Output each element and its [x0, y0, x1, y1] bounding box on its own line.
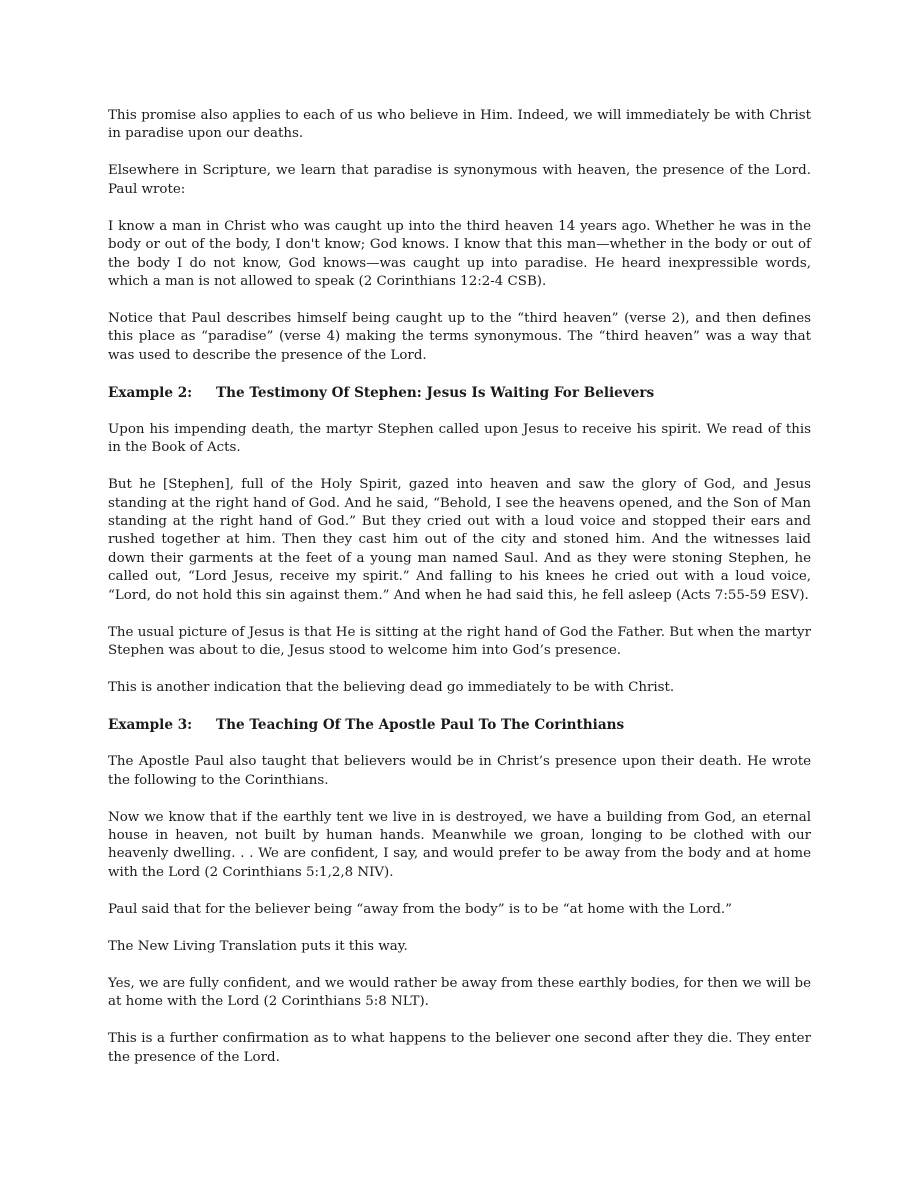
example-label: Example 3:: [108, 717, 193, 734]
paragraph: Notice that Paul describes himself being caught up to the “third heaven” (verse 2), and then defines this place as “paradise” (verse 4) making the terms synonymous. The “third heaven” was a way that was used to describe the presence of the Lord.: [108, 311, 811, 363]
paragraph: Paul said that for the believer being “away from the body” is to be “at home with the Lord.”: [108, 901, 733, 917]
paragraph: This is a further confirmation as to what happens to the believer one second after they die. They enter the presence of the Lord.: [108, 1031, 811, 1065]
scripture-quote: Yes, we are fully confident, and we would rather be away from these earthly bodies, for then we will be at home with the Lord (2 Corinthians 5:8 NLT).: [108, 975, 811, 1010]
paragraph: Elsewhere in Scripture, we learn that paradise is synonymous with heaven, the presence of the Lord. Paul wrote:: [108, 163, 811, 197]
scripture-quote: But he [Stephen], full of the Holy Spirit, gazed into heaven and saw the glory of God, and Jesus standing at the right hand of God. And he said, “Behold, I see the heavens opened, and the Son of Man standing at the right hand of God.” But they cried out with a loud voice and stopped their ears and rushed together at him. Then they cast him out of the city and stoned him. And the witnesses laid down their garments at the feet of a young man named Saul. And as they were stoning Stephen, he called out, “Lord Jesus, receive my spirit.” And falling to his knees he cried out with a loud voice, “Lord, do not hold this sin against them.” And when he had said this, he fell asleep (Acts 7:55-59 ESV).: [108, 477, 811, 603]
example-label: Example 2:: [108, 384, 193, 401]
example-title: The Teaching Of The Apostle Paul To The Corinthians: [216, 717, 625, 734]
paragraph: This is another indication that the believing dead go immediately to be with Christ.: [108, 680, 675, 696]
paragraph: The Apostle Paul also taught that believers would be in Christ’s presence upon their death. He wrote the following to the Corinthians.: [108, 754, 811, 788]
example-title: The Testimony Of Stephen: Jesus Is Waiting For Believers: [216, 384, 655, 401]
section-heading: [108, 384, 811, 402]
section-heading: [108, 716, 811, 734]
paragraph: This promise also applies to each of us who believe in Him. Indeed, we will immediately be with Christ in paradise upon our deaths.: [108, 108, 811, 142]
scripture-quote: I know a man in Christ who was caught up into the third heaven 14 years ago. Whether he was in the body or out of the body, I don't know; God knows. I know that this man—whether in the body or out of the body I do not know, God knows—was caught up into paradise. He heard inexpressible words, which a man is not allowed to speak (2 Corinthians 12:2-4 CSB).: [108, 218, 811, 290]
paragraph: The New Living Translation puts it this way.: [108, 938, 408, 954]
paragraph: The usual picture of Jesus is that He is sitting at the right hand of God the Father. But when the martyr Stephen was about to die, Jesus stood to welcome him into God’s presence.: [108, 624, 811, 659]
paragraph: Upon his impending death, the martyr Stephen called upon Jesus to receive his spirit. We read of this in the Book of Acts.: [108, 421, 811, 456]
scripture-quote: Now we know that if the earthly tent we live in is destroyed, we have a building from God, an eternal house in heaven, not built by human hands. Meanwhile we groan, longing to be clothed with our heavenly dwelling. . . We are confident, I say, and would prefer to be away from the body and at home with the Lord (2 Corinthians 5:1,2,8 NIV).: [108, 809, 811, 880]
document-page: [108, 107, 811, 1086]
